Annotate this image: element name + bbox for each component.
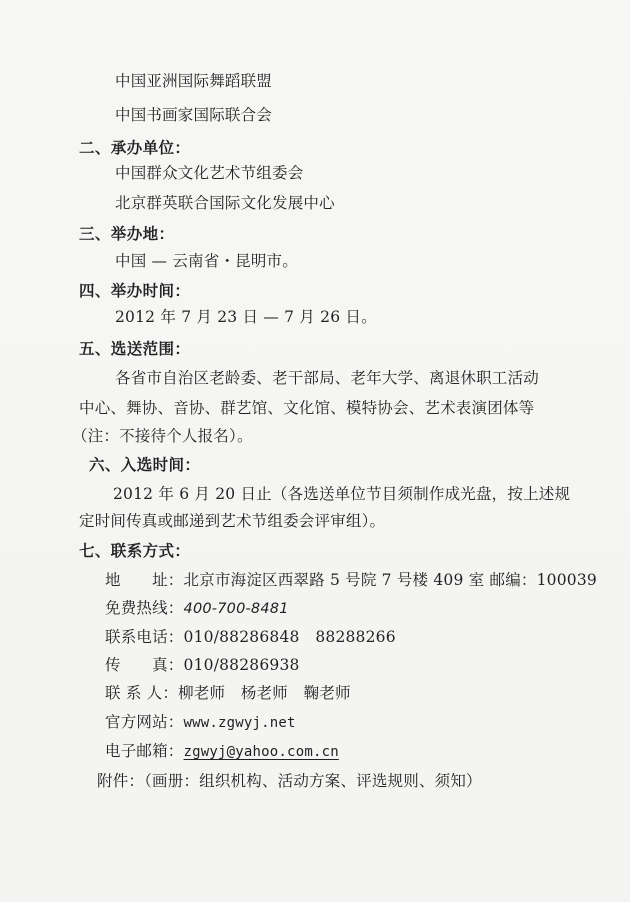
section-heading-venue: 三、举办地： bbox=[79, 225, 175, 243]
scope-line-1: 各省市自治区老龄委、老干部局、老年大学、离退休职工活动 bbox=[115, 369, 539, 387]
contact-hotline bbox=[105, 598, 289, 619]
scope-line-3: （注：不接待个人报名）。 bbox=[72, 427, 253, 445]
fax-value: 010/88286938 bbox=[183, 656, 300, 674]
attachment-note: 附件：（画册：组织机构、活动方案、评选规则、须知） bbox=[97, 772, 482, 790]
host-line-1: 中国群众文化艺术节组委会 bbox=[115, 164, 304, 182]
email-label: 电子邮箱： bbox=[105, 742, 184, 760]
section-heading-deadline: 六、入选时间： bbox=[89, 456, 201, 474]
section-heading-scope: 五、选送范围： bbox=[79, 340, 191, 358]
section-heading-hosts: 二、承办单位： bbox=[79, 139, 191, 157]
person-value: 柳老师 杨老师 鞠老师 bbox=[178, 684, 351, 702]
section-heading-dates: 四、举办时间： bbox=[79, 282, 191, 300]
deadline-line-2: 定时间传真或邮递到艺术节组委会评审组）。 bbox=[79, 512, 386, 530]
dates-line: 2012 年 7 月 23 日 — 7 月 26 日。 bbox=[115, 308, 377, 326]
website-link[interactable]: www.zgwyj.net bbox=[183, 715, 296, 731]
organizer-line-1: 中国亚洲国际舞蹈联盟 bbox=[115, 72, 273, 90]
phone-value: 010/88286848 88288266 bbox=[183, 628, 396, 646]
hotline-value: 400-700-8481 bbox=[183, 601, 289, 617]
venue-line: 中国 — 云南省・昆明市。 bbox=[115, 252, 298, 270]
address-label: 地 址： bbox=[105, 571, 184, 589]
host-line-2: 北京群英联合国际文化发展中心 bbox=[115, 194, 335, 212]
contact-email bbox=[105, 741, 339, 762]
contact-website bbox=[105, 712, 296, 733]
contact-person bbox=[105, 683, 351, 703]
hotline-label: 免费热线： bbox=[105, 599, 184, 617]
fax-label: 传 真： bbox=[105, 656, 184, 674]
deadline-line-1: 2012 年 6 月 20 日止（各选送单位节目须制作成光盘，按上述规 bbox=[113, 485, 571, 503]
contact-address bbox=[105, 570, 597, 590]
website-label: 官方网站： bbox=[105, 713, 184, 731]
email-link[interactable]: zgwyj@yahoo.com.cn bbox=[183, 744, 339, 760]
phone-label: 联系电话： bbox=[105, 628, 184, 646]
section-heading-contact: 七、联系方式： bbox=[79, 542, 191, 560]
address-value: 北京市海淀区西翠路 5 号院 7 号楼 409 室 邮编：100039 bbox=[183, 571, 597, 589]
person-label: 联 系 人： bbox=[105, 684, 179, 702]
contact-phone bbox=[105, 627, 396, 647]
contact-fax bbox=[105, 655, 300, 675]
organizer-line-2: 中国书画家国际联合会 bbox=[115, 106, 273, 124]
scope-line-2: 中心、舞协、音协、群艺馆、文化馆、模特协会、艺术表演团体等 bbox=[79, 399, 535, 417]
